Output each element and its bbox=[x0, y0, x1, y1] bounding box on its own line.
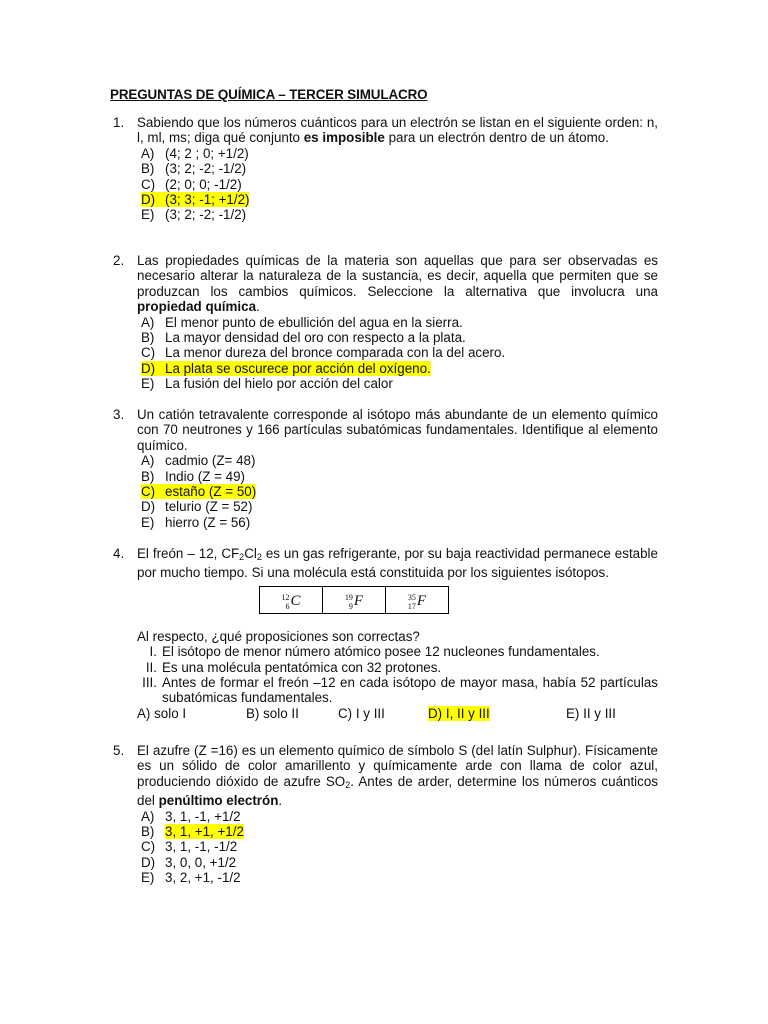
option-label: D) bbox=[141, 499, 156, 515]
document-title: PREGUNTAS DE QUÍMICA – TERCER SIMULACRO bbox=[110, 87, 428, 102]
proposition-text: Es una molécula pentatómica con 32 protones. bbox=[162, 659, 442, 675]
option-text: La menor dureza del bronce comparada con la del acero. bbox=[165, 345, 506, 361]
isotope-cell bbox=[260, 586, 323, 613]
question-text bbox=[137, 115, 658, 146]
option-label: D) bbox=[141, 360, 156, 376]
option-text: (2; 0; 0; -1/2) bbox=[165, 176, 242, 192]
atomic-number: 17 bbox=[407, 601, 416, 611]
option-text: 3, 0, 0, +1/2 bbox=[165, 854, 237, 870]
options-list bbox=[141, 146, 658, 223]
option-label: B) bbox=[141, 468, 155, 484]
question-text-bold: penúltimo electrón bbox=[158, 793, 279, 809]
option-text: (4; 2 ; 0; +1/2) bbox=[165, 145, 249, 161]
question-number: 5. bbox=[113, 743, 125, 758]
option-label: E) bbox=[141, 514, 155, 530]
option-b bbox=[141, 330, 658, 345]
isotope-cell bbox=[323, 586, 386, 613]
mass-number: 12 bbox=[281, 592, 290, 602]
atomic-number: 9 bbox=[348, 601, 353, 611]
question-text-part: . bbox=[256, 299, 260, 315]
question-text-part: . Antes de arder, determine los números cuánticos del bbox=[137, 773, 658, 809]
option-label: E) bbox=[141, 870, 155, 886]
option-text: estaño (Z = 50) bbox=[165, 484, 257, 500]
question-number: 3. bbox=[113, 407, 125, 422]
question-2 bbox=[113, 253, 658, 392]
option-label: A) bbox=[141, 145, 155, 161]
option-a bbox=[141, 146, 658, 161]
option-e bbox=[141, 870, 658, 885]
proposition-1 bbox=[141, 644, 658, 659]
proposition-text: El isótopo de menor número atómico posee 12 nucleones fundamentales. bbox=[162, 644, 600, 660]
question-text bbox=[137, 743, 658, 809]
question-text-bold: es imposible bbox=[303, 130, 385, 146]
option-text: (3; 3; -1; +1/2) bbox=[165, 192, 250, 208]
option-text: La plata se oscurece por acción del oxígeno. bbox=[165, 360, 431, 376]
option-label: C) bbox=[141, 839, 156, 855]
option-c-highlighted bbox=[141, 484, 658, 499]
option-text: (3; 2; -2; -1/2) bbox=[165, 161, 247, 177]
question-number: 2. bbox=[113, 253, 125, 268]
options-list bbox=[141, 809, 658, 886]
option-label: C) bbox=[141, 176, 156, 192]
option-label: A) bbox=[141, 808, 155, 824]
option-b bbox=[141, 161, 658, 176]
question-prompt: Al respecto, ¿qué proposiciones son correctas? bbox=[137, 628, 420, 644]
option-a bbox=[141, 809, 658, 824]
isotope-cell bbox=[386, 586, 449, 613]
option-text: telurio (Z = 52) bbox=[165, 499, 253, 515]
option-a: A) solo I bbox=[137, 705, 187, 721]
question-4 bbox=[113, 546, 658, 722]
option-e bbox=[141, 515, 658, 530]
mass-number: 19 bbox=[344, 592, 353, 602]
option-b: B) solo II bbox=[246, 705, 299, 721]
proposition-3 bbox=[141, 675, 658, 706]
option-d-highlighted: D) I, II y III bbox=[428, 705, 490, 721]
atomic-number: 6 bbox=[285, 601, 290, 611]
option-text: 3, 1, +1, +1/2 bbox=[165, 824, 244, 840]
option-text: 3, 2, +1, -1/2 bbox=[165, 870, 241, 886]
question-text-part: Las propiedades químicas de la materia son aquellas que para ser observadas es necesario alterar la naturaleza de la sustancia, es decir, aquella que permiten que se produzcan los cambios químicos. Seleccione la alternativa que involucra una bbox=[137, 253, 658, 299]
option-e: E) II y III bbox=[566, 705, 616, 721]
mass-number: 35 bbox=[407, 592, 416, 602]
option-label: A) bbox=[141, 314, 155, 330]
proposition-2 bbox=[141, 660, 658, 675]
subscript: 2 bbox=[239, 552, 245, 562]
question-number: 1. bbox=[113, 115, 125, 130]
proposition-label: I. bbox=[149, 644, 157, 660]
option-d bbox=[141, 499, 658, 514]
option-a bbox=[141, 315, 658, 330]
option-label: C) bbox=[141, 345, 156, 361]
question-text-part: es un gas refrigerante, por su baja reactividad permanece estable por mucho tiempo. Si una molécula está constituida por los siguientes isótopos. bbox=[137, 546, 658, 581]
question-number: 4. bbox=[113, 546, 125, 561]
option-text: 3, 1, -1, +1/2 bbox=[165, 808, 241, 824]
question-text bbox=[137, 253, 658, 315]
question-text-part: El freón – 12, CF bbox=[137, 546, 240, 561]
option-d-highlighted bbox=[141, 361, 658, 376]
question-5 bbox=[113, 743, 658, 886]
option-d-highlighted bbox=[141, 192, 658, 207]
option-text: (3; 2; -2; -1/2) bbox=[165, 207, 247, 223]
option-label: A) bbox=[141, 453, 155, 469]
question-text-part: Sabiendo que los números cuánticos para un electrón se listan en el siguiente orden: n, l, ml, ms; diga qué conjunto bbox=[137, 115, 658, 146]
question-text-part: El azufre (Z =16) es un elemento químico de símbolo S (del latín Sulphur). Físicamente es un sólido de color amarillento y químicamente arde con llama de color azul, produciendo dióxido de azufre SO bbox=[137, 743, 658, 789]
option-text: La mayor densidad del oro con respecto a la plata. bbox=[165, 330, 466, 346]
option-text: 3, 1, -1, -1/2 bbox=[165, 839, 238, 855]
question-text-part: para un electrón dentro de un átomo. bbox=[384, 130, 609, 146]
option-label: B) bbox=[141, 161, 155, 177]
question-3 bbox=[113, 407, 658, 530]
option-d bbox=[141, 855, 658, 870]
option-label: D) bbox=[141, 192, 156, 208]
option-a bbox=[141, 453, 658, 468]
element-symbol: F bbox=[353, 593, 364, 610]
options-list bbox=[141, 453, 658, 530]
option-c bbox=[141, 345, 658, 360]
question-text-bold: propiedad química bbox=[137, 299, 257, 315]
subscript: 2 bbox=[345, 779, 351, 790]
inline-options bbox=[137, 706, 658, 722]
option-label: D) bbox=[141, 854, 156, 870]
question-text bbox=[137, 546, 658, 581]
option-text: Indio (Z = 49) bbox=[165, 468, 246, 484]
option-c bbox=[141, 839, 658, 854]
option-e bbox=[141, 376, 658, 391]
option-text: El menor punto de ebullición del agua en la sierra. bbox=[165, 314, 463, 330]
proposition-label: II. bbox=[145, 659, 157, 675]
question-1 bbox=[113, 115, 658, 223]
proposition-label: III. bbox=[142, 675, 157, 691]
option-text: La fusión del hielo por acción del calor bbox=[165, 376, 393, 392]
option-b-highlighted bbox=[141, 824, 658, 839]
option-label: B) bbox=[141, 824, 155, 840]
option-label: C) bbox=[141, 484, 156, 500]
question-text: Un catión tetravalente corresponde al isótopo más abundante de un elemento químico con 70 neutrones y 166 partículas subatómicas fundamentales. Identifique al elemento químico. bbox=[137, 407, 658, 453]
question-text-part: . bbox=[278, 793, 283, 809]
option-c: C) I y III bbox=[338, 705, 385, 721]
element-symbol: C bbox=[290, 593, 301, 610]
option-text: hierro (Z = 56) bbox=[165, 514, 251, 530]
question-text-part: Cl bbox=[244, 546, 257, 561]
option-text: cadmio (Z= 48) bbox=[165, 453, 256, 469]
option-label: B) bbox=[141, 330, 155, 346]
option-label: E) bbox=[141, 376, 155, 392]
option-b bbox=[141, 469, 658, 484]
element-symbol: F bbox=[416, 593, 427, 610]
isotope-table bbox=[259, 586, 449, 614]
option-c bbox=[141, 177, 658, 192]
propositions-list bbox=[141, 644, 658, 706]
proposition-text: Antes de formar el freón –12 en cada isótopo de mayor masa, había 52 partículas subatómicas fundamentales. bbox=[162, 675, 658, 706]
option-label: E) bbox=[141, 207, 155, 223]
options-list bbox=[141, 315, 658, 392]
subscript: 2 bbox=[256, 552, 262, 562]
option-e bbox=[141, 207, 658, 222]
